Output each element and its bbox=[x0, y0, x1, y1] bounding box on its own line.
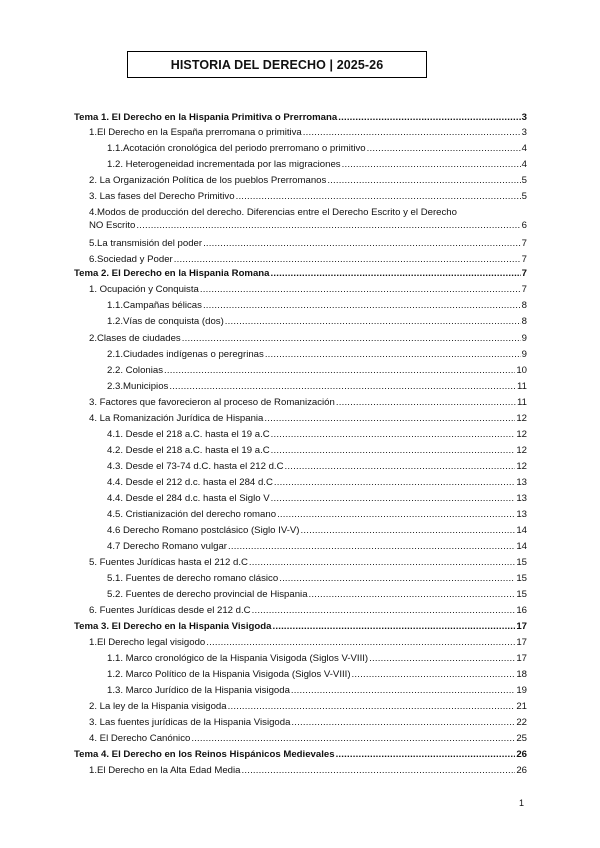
toc-entry[interactable] bbox=[107, 380, 527, 393]
toc-entry-label: 3. Factores que favorecieron al proceso de Romanización bbox=[89, 397, 335, 408]
toc-page-number: 12 bbox=[516, 461, 527, 472]
toc-page-number: 11 bbox=[517, 397, 527, 408]
toc-entry-label: 4.3. Desde el 73-74 d.C. hasta el 212 d.C bbox=[107, 461, 284, 472]
toc-leader-dots bbox=[338, 111, 520, 124]
toc-page-number: 12 bbox=[516, 413, 527, 424]
toc-leader-dots bbox=[174, 253, 521, 266]
toc-entry-label: 6. Fuentes Jurídicas desde el 212 d.C bbox=[89, 605, 251, 616]
toc-leader-dots bbox=[291, 716, 515, 729]
toc-leader-dots bbox=[228, 700, 516, 713]
toc-entry[interactable] bbox=[89, 253, 527, 266]
toc-leader-dots bbox=[164, 364, 515, 377]
toc-page-number: 26 bbox=[516, 749, 527, 760]
toc-entry-label: 1.El Derecho en la Alta Edad Media bbox=[89, 765, 241, 776]
toc-leader-dots bbox=[206, 636, 515, 649]
toc-page-number: 26 bbox=[516, 765, 527, 776]
toc-leader-dots bbox=[369, 652, 515, 665]
toc-entry[interactable] bbox=[89, 732, 527, 745]
toc-leader-dots bbox=[367, 142, 521, 155]
toc-page-number: 5 bbox=[521, 175, 527, 186]
toc-entry-label: 2.Clases de ciudades bbox=[89, 333, 181, 344]
toc-entry-label-continued: NO Escrito bbox=[89, 220, 136, 231]
toc-entry[interactable] bbox=[107, 364, 527, 377]
toc-leader-dots bbox=[309, 588, 516, 601]
toc-leader-dots bbox=[271, 267, 521, 280]
toc-leader-dots bbox=[336, 748, 516, 761]
toc-entry[interactable] bbox=[107, 668, 527, 681]
toc-entry-label: Tema 2. El Derecho en la Hispania Romana bbox=[74, 268, 270, 279]
toc-entry[interactable] bbox=[89, 283, 527, 296]
toc-entry-label: 4.5. Cristianización del derecho romano bbox=[107, 509, 277, 520]
toc-entry[interactable] bbox=[89, 412, 527, 425]
toc-entry-label: 4.2. Desde el 218 a.C. hasta el 19 a.C bbox=[107, 445, 270, 456]
toc-entry-label: 1.2. Marco Político de la Hispania Visigoda (Siglos V-VIII) bbox=[107, 669, 351, 680]
toc-entry[interactable] bbox=[89, 237, 527, 250]
toc-entry-label: 1.1.Campañas bélicas bbox=[107, 300, 202, 311]
toc-leader-dots bbox=[265, 348, 521, 361]
toc-entry[interactable] bbox=[89, 700, 527, 713]
toc-entry[interactable] bbox=[107, 315, 527, 328]
toc-entry-label: 3. Las fases del Derecho Primitivo bbox=[89, 191, 235, 202]
toc-entry-label: 4.4. Desde el 284 d.c. hasta el Siglo V bbox=[107, 493, 270, 504]
toc-entry[interactable] bbox=[107, 444, 527, 457]
toc-entry[interactable] bbox=[107, 492, 527, 505]
toc-entry-label: 1.2.Vías de conquista (dos) bbox=[107, 316, 224, 327]
toc-entry[interactable] bbox=[107, 572, 527, 585]
toc-page-number: 11 bbox=[517, 381, 527, 392]
toc-entry-label: 5.1. Fuentes de derecho romano clásico bbox=[107, 573, 279, 584]
toc-page-number: 17 bbox=[516, 621, 527, 632]
toc-entry-label: 1.3. Marco Jurídico de la Hispania visigoda bbox=[107, 685, 290, 696]
toc-entry-label: 3. Las fuentes jurídicas de la Hispania Visigoda bbox=[89, 717, 291, 728]
toc-page-number: 7 bbox=[521, 254, 527, 265]
toc-entry[interactable] bbox=[107, 508, 527, 521]
toc-page-number: 3 bbox=[521, 112, 527, 123]
toc-page-number: 13 bbox=[516, 493, 527, 504]
toc-entry[interactable] bbox=[89, 716, 527, 729]
toc-page-number: 15 bbox=[516, 557, 527, 568]
toc-page-number: 21 bbox=[516, 701, 527, 712]
toc-entry-label: 5.La transmisión del poder bbox=[89, 238, 203, 249]
toc-leader-dots bbox=[252, 604, 516, 617]
toc-entry-label: 4.4. Desde el 212 d.c. hasta el 284 d.C bbox=[107, 477, 273, 488]
toc-leader-dots bbox=[264, 412, 515, 425]
toc-page-number: 13 bbox=[516, 509, 527, 520]
toc-entry-label: 2. La ley de la Hispania visigoda bbox=[89, 701, 227, 712]
toc-entry[interactable] bbox=[107, 588, 527, 601]
toc-leader-dots bbox=[236, 190, 521, 203]
toc-page-number: 17 bbox=[516, 653, 527, 664]
toc-page-number: 6 bbox=[521, 220, 527, 231]
toc-leader-dots bbox=[285, 460, 516, 473]
toc-leader-dots bbox=[271, 428, 516, 441]
toc-entry[interactable] bbox=[107, 476, 527, 489]
toc-entry-label: 2.2. Colonias bbox=[107, 365, 163, 376]
toc-page-number: 7 bbox=[521, 238, 527, 249]
toc-entry[interactable] bbox=[89, 174, 527, 187]
toc-entry-label: Tema 4. El Derecho en los Reinos Hispánicos Medievales bbox=[74, 749, 335, 760]
toc-entry[interactable] bbox=[89, 126, 527, 139]
toc-entry-label: 4.1. Desde el 218 a.C. hasta el 19 a.C bbox=[107, 429, 270, 440]
toc-page-number: 9 bbox=[521, 349, 527, 360]
toc-entry[interactable] bbox=[107, 460, 527, 473]
toc-entry[interactable] bbox=[107, 684, 527, 697]
toc-entry-label: 4. El Derecho Canónico bbox=[89, 733, 191, 744]
toc-leader-dots bbox=[203, 299, 521, 312]
toc-entry[interactable] bbox=[107, 158, 527, 171]
toc-entry[interactable] bbox=[89, 206, 527, 232]
toc-page-number: 4 bbox=[521, 159, 527, 170]
toc-page-number: 15 bbox=[516, 573, 527, 584]
toc-leader-dots bbox=[279, 572, 515, 585]
toc-entry[interactable] bbox=[107, 540, 527, 553]
toc-leader-dots bbox=[228, 540, 515, 553]
toc-page-number: 5 bbox=[521, 191, 527, 202]
toc-leader-dots bbox=[200, 283, 521, 296]
toc-entry[interactable] bbox=[107, 299, 527, 312]
toc-entry[interactable] bbox=[89, 604, 527, 617]
toc-page-number: 4 bbox=[521, 143, 527, 154]
toc-leader-dots bbox=[136, 219, 520, 232]
toc-page-number: 7 bbox=[521, 268, 527, 279]
toc-leader-dots bbox=[336, 396, 516, 409]
toc-entry[interactable] bbox=[107, 652, 527, 665]
toc-entry-label: 1.El Derecho legal visigodo bbox=[89, 637, 206, 648]
toc-entry-label: 1.1.Acotación cronológica del periodo prerromano o primitivo bbox=[107, 143, 366, 154]
toc-entry-label: 2.1.Ciudades indígenas o peregrinas bbox=[107, 349, 264, 360]
toc-entry[interactable] bbox=[107, 524, 527, 537]
toc-page-number: 3 bbox=[521, 127, 527, 138]
toc-entry[interactable] bbox=[89, 190, 527, 203]
toc-leader-dots bbox=[203, 237, 521, 250]
toc-leader-dots bbox=[271, 492, 516, 505]
toc-leader-dots bbox=[225, 315, 521, 328]
toc-page-number: 17 bbox=[516, 637, 527, 648]
toc-leader-dots bbox=[352, 668, 516, 681]
toc-page-number: 25 bbox=[516, 733, 527, 744]
toc-page-number: 14 bbox=[516, 525, 527, 536]
toc-page-number: 19 bbox=[516, 685, 527, 696]
toc-page-number: 13 bbox=[516, 477, 527, 488]
toc-page-number: 8 bbox=[521, 300, 527, 311]
toc-entry-label: 4. La Romanización Jurídica de Hispania bbox=[89, 413, 264, 424]
toc-chapter[interactable] bbox=[74, 620, 527, 633]
toc-entry-label: 6.Sociedad y Poder bbox=[89, 254, 173, 265]
toc-page-number: 12 bbox=[516, 429, 527, 440]
toc-page-number: 14 bbox=[516, 541, 527, 552]
toc-entry[interactable] bbox=[89, 636, 527, 649]
toc-entry-label: 1.2. Heterogeneidad incrementada por las migraciones bbox=[107, 159, 341, 170]
toc-entry-label: 1.El Derecho en la España prerromana o primitiva bbox=[89, 127, 302, 138]
toc-page-number: 22 bbox=[516, 717, 527, 728]
toc-entry-label: 5. Fuentes Jurídicas hasta el 212 d.C bbox=[89, 557, 248, 568]
toc-leader-dots bbox=[277, 508, 515, 521]
document-title: HISTORIA DEL DERECHO | 2025-26 bbox=[127, 51, 427, 78]
toc-leader-dots bbox=[169, 380, 516, 393]
toc-page-number: 9 bbox=[521, 333, 527, 344]
toc-entry[interactable] bbox=[89, 556, 527, 569]
toc-entry[interactable] bbox=[107, 142, 527, 155]
toc-entry[interactable] bbox=[89, 396, 527, 409]
toc-page-number: 12 bbox=[516, 445, 527, 456]
toc-page-number: 15 bbox=[516, 589, 527, 600]
toc-page-number: 10 bbox=[516, 365, 527, 376]
toc-entry[interactable] bbox=[107, 348, 527, 361]
toc-chapter[interactable] bbox=[74, 267, 527, 280]
toc-page-number: 18 bbox=[516, 669, 527, 680]
toc-leader-dots bbox=[191, 732, 515, 745]
toc-leader-dots bbox=[274, 476, 515, 489]
toc-entry-label: 4.Modos de producción del derecho. Diferencias entre el Derecho Escrito y el Derecho bbox=[89, 207, 457, 218]
toc-entry-label: 4.6 Derecho Romano postclásico (Siglo IV-V) bbox=[107, 525, 300, 536]
toc-entry[interactable] bbox=[89, 332, 527, 345]
toc-chapter[interactable] bbox=[74, 111, 527, 124]
toc-entry-label: 5.2. Fuentes de derecho provincial de Hispania bbox=[107, 589, 308, 600]
toc-page-number: 7 bbox=[521, 284, 527, 295]
toc-entry-label: 2. La Organización Política de los pueblos Prerromanos bbox=[89, 175, 327, 186]
toc-leader-dots bbox=[301, 524, 516, 537]
toc-page-number: 8 bbox=[521, 316, 527, 327]
toc-chapter[interactable] bbox=[74, 748, 527, 761]
toc-entry[interactable] bbox=[89, 764, 527, 777]
toc-page-number: 16 bbox=[516, 605, 527, 616]
toc-leader-dots bbox=[241, 764, 515, 777]
toc-leader-dots bbox=[342, 158, 521, 171]
toc-leader-dots bbox=[303, 126, 521, 139]
toc-entry-label: Tema 1. El Derecho en la Hispania Primitiva o Prerromana bbox=[74, 112, 338, 123]
toc-entry-label: Tema 3. El Derecho en la Hispania Visigoda bbox=[74, 621, 272, 632]
toc-leader-dots bbox=[249, 556, 515, 569]
toc-entry-label: 4.7 Derecho Romano vulgar bbox=[107, 541, 227, 552]
toc-leader-dots bbox=[271, 444, 516, 457]
toc-entry[interactable] bbox=[107, 428, 527, 441]
toc-entry-label: 2.3.Municipios bbox=[107, 381, 169, 392]
toc-entry-label: 1. Ocupación y Conquista bbox=[89, 284, 199, 295]
toc-leader-dots bbox=[182, 332, 521, 345]
toc-entry-label: 1.1. Marco cronológico de la Hispania Visigoda (Siglos V-VIII) bbox=[107, 653, 369, 664]
toc-leader-dots bbox=[327, 174, 520, 187]
toc-leader-dots bbox=[272, 620, 515, 633]
toc-leader-dots bbox=[291, 684, 515, 697]
page-number: 1 bbox=[519, 798, 525, 808]
